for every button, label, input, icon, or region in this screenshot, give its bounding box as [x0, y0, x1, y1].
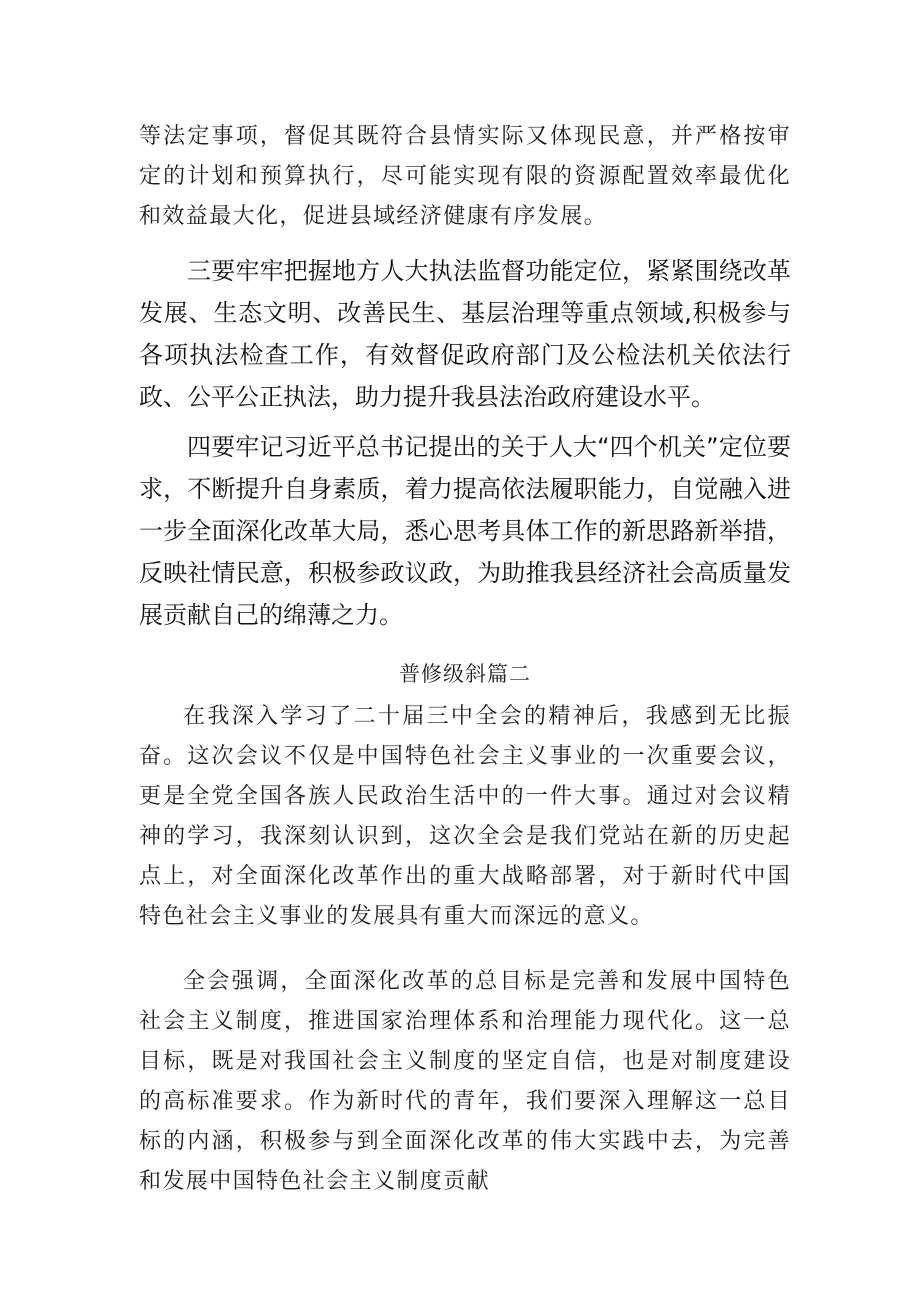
- paragraph-study-plenary-spirit: 在我深入学习了二十届三中全会的精神后，我感到无比振奋。这次会议不仅是中国特色社会主义事业的一次重要会议，更是全党全国各族人民政治生活中的一件大事。通过对会议精神的学习，我深刻认识到，这次全会是我们党站在新的历史起点上，对全面深化改革作出的重大战略部署，对于新时代中国特色社会主义事业的发展具有重大而深远的意义。: [139, 704, 791, 929]
- paragraph-law-enforcement-supervision: 三要牢牢把握地方人大执法监督功能定位，紧紧围绕改革发展、生态文明、改善民生、基层治理等重点领域,积极参与各项执法检查工作，有效督促政府部门及公检法机关依法行政、公平公正执法，助力提升我县法治政府建设水平。: [139, 257, 791, 411]
- paragraph-continued-plan-budget: 等法定事项，督促其既符合县情实际又体现民意，并严格按审定的计划和预算执行，尽可能实现有限的资源配置效率最优化和效益最大化，促进县域经济健康有序发展。: [139, 124, 791, 229]
- section-title: 普修级斜篇二: [399, 662, 531, 686]
- paragraph-reform-overall-goal: 全会强调，全面深化改革的总目标是完善和发展中国特色社会主义制度，推进国家治理体系和治理能力现代化。这一总目标，既是对我国社会主义制度的坚定自信，也是对制度建设的高标准要求。作为新时代的青年，我们要深入理解这一总目标的内涵，积极参与到全面深化改革的伟大实践中去，为完善和发展中国特色社会主义制度贡献: [139, 969, 791, 1194]
- paragraph-four-organs-positioning: 四要牢记习近平总书记提出的关于人大“四个机关”定位要求，不断提升自身素质，着力提高依法履职能力，自觉融入进一步全面深化改革大局，悉心思考具体工作的新思路新举措，反映社情民意，积极参政议政，为助推我县经济社会高质量发展贡献自己的绵薄之力。: [139, 433, 791, 629]
